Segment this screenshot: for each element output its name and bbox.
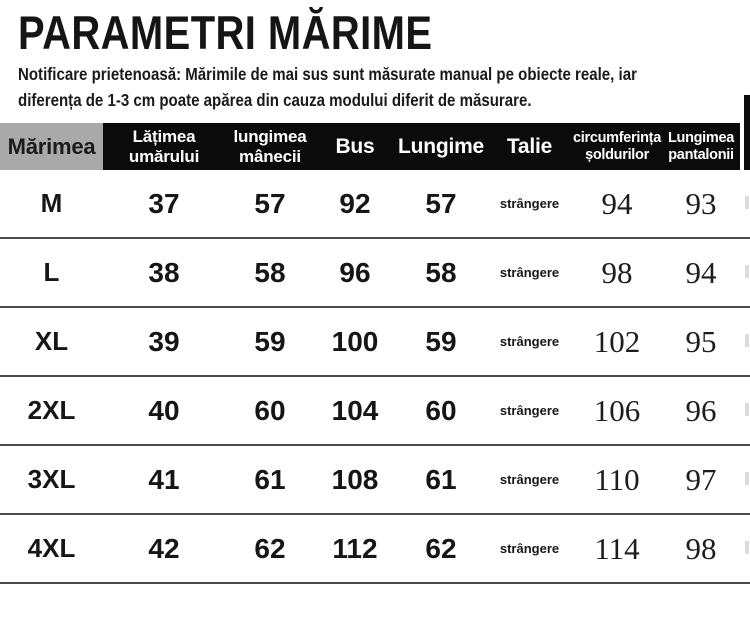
cell-shoulder: 42 <box>148 532 180 564</box>
cell-size: 3XL <box>27 464 76 494</box>
cell-size: 4XL <box>27 533 76 563</box>
cell-hip: 110 <box>594 461 640 497</box>
cell-pants: 98 <box>685 530 717 566</box>
col-header-waist: Talie <box>487 123 572 170</box>
cell-length: 57 <box>425 187 457 219</box>
row-filler-cell <box>740 446 750 513</box>
page-title: PARAMETRI MĂRIME <box>18 6 433 59</box>
cell-bust: 100 <box>331 325 379 357</box>
friendly-notice <box>18 61 637 113</box>
cell-shoulder: 38 <box>148 256 180 288</box>
cell-length: 61 <box>425 463 457 495</box>
row-filler-cell <box>740 170 750 237</box>
cell-waist: strângere <box>499 403 560 418</box>
cell-shoulder: 40 <box>148 394 180 426</box>
cell-hip: 106 <box>593 392 641 428</box>
cell-bust: 104 <box>331 394 379 426</box>
col-header-sleeve-length: lungimea mânecii <box>225 123 315 170</box>
table-row-2xl <box>0 377 750 446</box>
col-header-pants-length: Lungimea pantalonii <box>662 123 740 170</box>
col-header-length: Lungime <box>395 123 487 170</box>
row-filler-cell <box>740 377 750 444</box>
cell-waist: strângere <box>499 196 560 211</box>
cell-hip: 102 <box>593 323 641 359</box>
cell-shoulder: 37 <box>148 187 180 219</box>
cell-length: 62 <box>425 532 457 564</box>
cell-bust: 108 <box>331 463 379 495</box>
cell-sleeve: 61 <box>254 463 286 495</box>
row-filler-cell <box>740 239 750 306</box>
col-header-size: Mărimea <box>0 123 103 170</box>
cell-pants: 93 <box>685 185 717 221</box>
cell-waist: strângere <box>499 334 560 349</box>
cell-size: XL <box>34 326 69 356</box>
cell-bust: 96 <box>339 256 371 288</box>
cell-length: 60 <box>425 394 457 426</box>
col-header-shoulder-width: Lățimea umărului <box>103 123 225 170</box>
row-filler-cell <box>740 515 750 582</box>
cell-bust: 112 <box>332 532 378 564</box>
cell-waist: strângere <box>499 541 560 556</box>
cell-sleeve: 58 <box>254 256 286 288</box>
col-header-bust: Bus <box>315 123 395 170</box>
col-header-hip-circumference: circumferința șoldurilor <box>572 123 662 170</box>
table-row-l <box>0 239 750 308</box>
size-table <box>0 123 750 584</box>
table-row-4xl <box>0 515 750 584</box>
cell-waist: strângere <box>499 265 560 280</box>
notice-line-1: Notificare prietenoasă: Mărimile de mai sus sunt măsurate manual pe obiecte reale, iar <box>18 64 637 84</box>
cell-pants: 97 <box>685 461 717 497</box>
cell-pants: 96 <box>685 392 717 428</box>
cell-size: 2XL <box>27 395 76 425</box>
cell-waist: strângere <box>499 472 560 487</box>
cell-pants: 94 <box>685 254 717 290</box>
cell-length: 58 <box>425 256 457 288</box>
cell-bust: 92 <box>339 187 371 219</box>
cell-hip: 98 <box>601 254 633 290</box>
cell-hip: 94 <box>601 185 633 221</box>
cell-hip: 114 <box>594 530 640 566</box>
cell-pants: 95 <box>685 323 717 359</box>
cell-size: L <box>43 257 60 287</box>
cell-size: M <box>40 188 63 218</box>
row-filler-cell <box>740 308 750 375</box>
cropped-column-artifact <box>744 95 750 170</box>
cell-sleeve: 60 <box>254 394 286 426</box>
cell-sleeve: 57 <box>254 187 286 219</box>
cell-length: 59 <box>425 325 457 357</box>
cell-shoulder: 39 <box>148 325 180 357</box>
table-row-m <box>0 170 750 239</box>
cell-shoulder: 41 <box>148 463 180 495</box>
cell-sleeve: 59 <box>254 325 286 357</box>
cell-sleeve: 62 <box>254 532 286 564</box>
table-header-row <box>0 123 750 170</box>
table-row-xl <box>0 308 750 377</box>
table-row-3xl <box>0 446 750 515</box>
notice-line-2: diferența de 1-3 cm poate apărea din cauza modului diferit de măsurare. <box>18 90 532 110</box>
